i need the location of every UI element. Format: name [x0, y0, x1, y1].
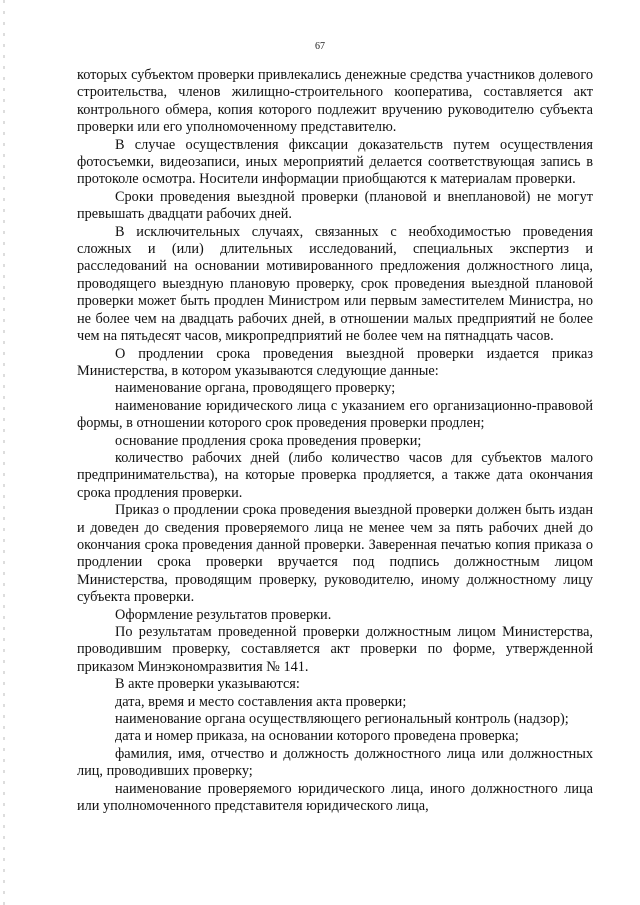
paragraph: В случае осуществления фиксации доказательств путем осуществления фотосъемки, видеозаписи, иных мероприятий делается соответствующая запись в протоколе осмотра. Носители информации приобщаются к материалам проверки.	[77, 136, 593, 188]
paragraph: В исключительных случаях, связанных с необходимостью проведения сложных и (или) длительных исследований, специальных экспертиз и расследований на основании мотивированного предложения должностного лица, проводящего выездную плановую проверку, срок проведения выездной плановой проверки может быть продлен Министром или первым заместителем Министра, но не более чем на двадцать рабочих дней, в отношении малых предприятий не более чем на пятьдесят часов, микропредприятий не более чем на пятнадцать часов.	[77, 223, 593, 345]
list-item: количество рабочих дней (либо количество часов для субъектов малого предпринимательства), на которые проверка продляется, а также дата окончания срока продления проверки.	[77, 449, 593, 501]
paragraph: В акте проверки указываются:	[115, 676, 300, 693]
list-item: наименование органа, проводящего проверку;	[115, 380, 396, 397]
section-heading: Оформление результатов проверки.	[115, 606, 332, 623]
paragraph: которых субъектом проверки привлекались денежные средства участников долевого строительства, членов жилищно-строительного кооператива, составляется акт контрольного обмера, копия которого подлежит вручению руководителю субъекта проверки или его уполномоченному представителю.	[77, 67, 593, 136]
list-item: наименование проверяемого юридического лица, иного должностного лица или уполномоченного представителя юридического лица,	[77, 780, 593, 815]
paragraph: О продлении срока проведения выездной проверки издается приказ Министерства, в котором указываются следующие данные:	[77, 345, 593, 379]
paragraph: Приказ о продлении срока проведения выездной проверки должен быть издан и доведен до сведения проверяемого лица не менее чем за пять рабочих дней до окончания срока проведения данной проверки. Заверенная печатью копия приказа о продлении срока проверки вручается под подпись должностным лицом Министерства, проводящим проверку, руководителю, иному должностному лицу субъекта проверки.	[77, 502, 593, 606]
scan-edge-artifact	[3, 0, 5, 905]
body-text	[77, 67, 593, 815]
list-item: наименование органа осуществляющего региональный контроль (надзор);	[115, 711, 569, 728]
paragraph: Сроки проведения выездной проверки (плановой и внеплановой) не могут превышать двадцати рабочих дней.	[77, 188, 593, 223]
list-item: основание продления срока проведения проверки;	[115, 432, 422, 449]
list-item: дата, время и место составления акта проверки;	[115, 693, 407, 710]
list-item: дата и номер приказа, на основании которого проведена проверка;	[115, 728, 519, 745]
paragraph: По результатам проведенной проверки должностным лицом Министерства, проводившим проверку, составляется акт проверки по форме, утвержденной приказом Минэкономразвития № 141.	[77, 624, 593, 675]
list-item: фамилия, имя, отчество и должность должностного лица или должностных лиц, проводивших проверку;	[77, 745, 593, 780]
list-item: наименование юридического лица с указанием его организационно-правовой формы, в отношении которого срок проведения проверки продлен;	[77, 397, 593, 432]
page-number: 67	[315, 41, 325, 52]
